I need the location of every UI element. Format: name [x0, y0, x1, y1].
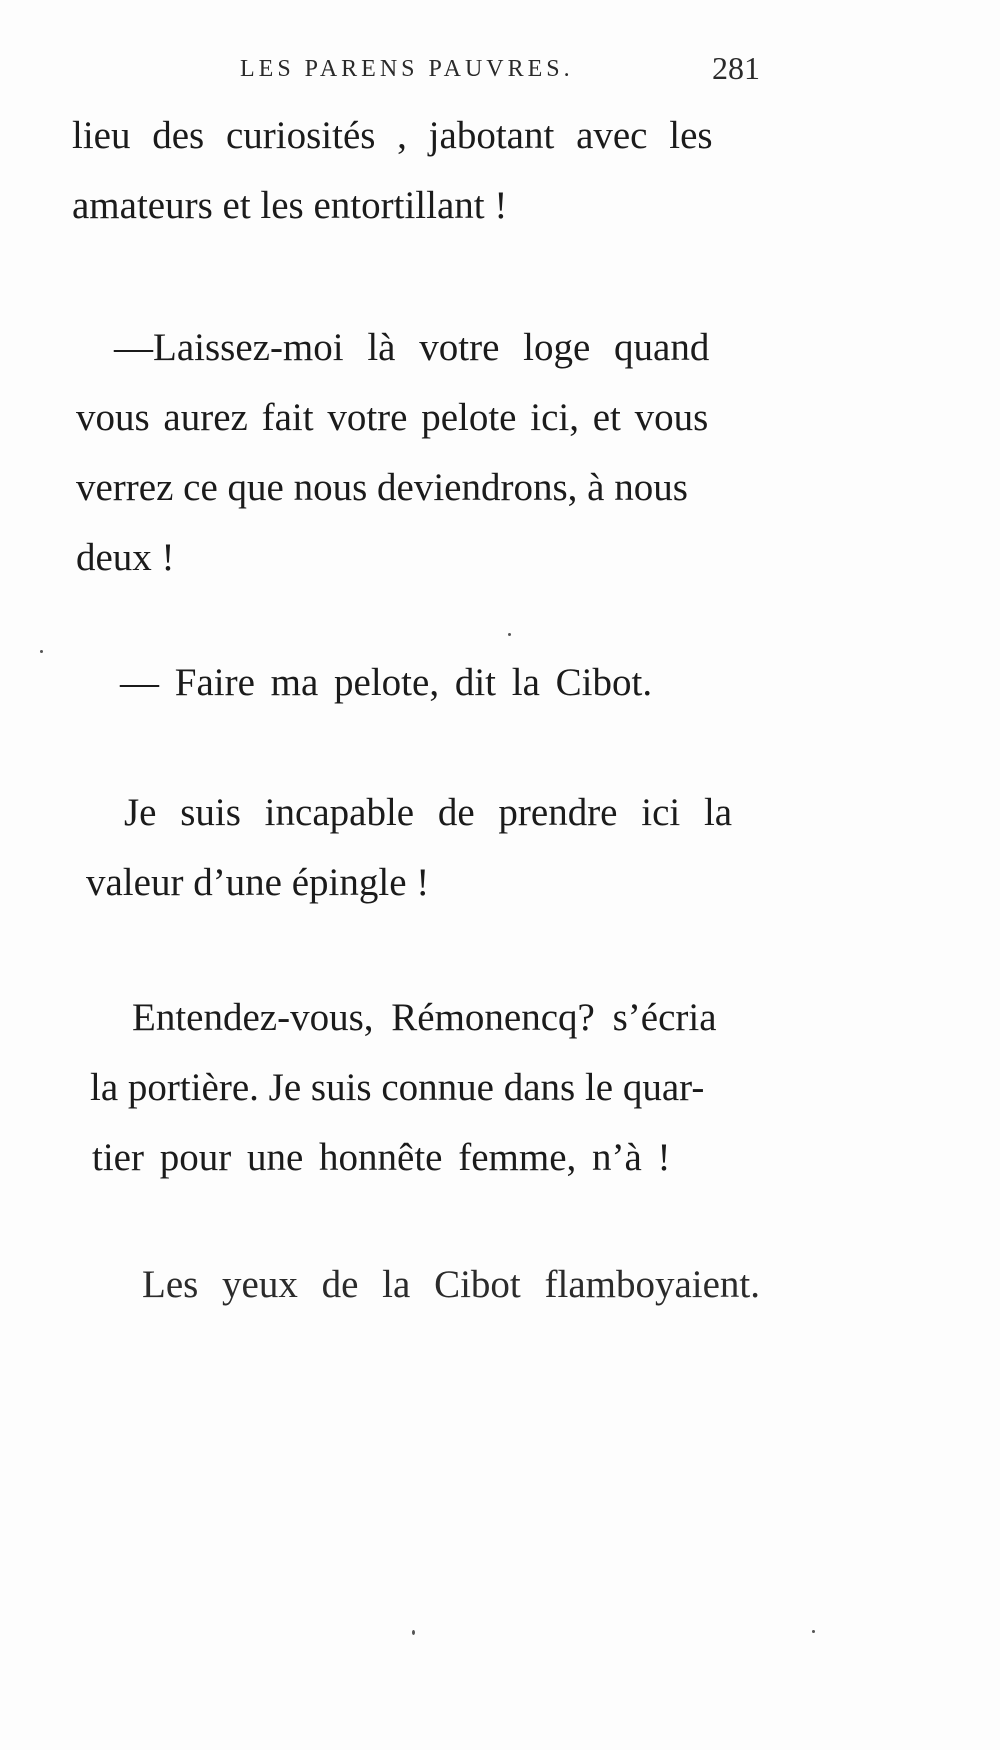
running-title: LES PARENS PAUVRES. — [240, 56, 574, 82]
page-number: 281 — [712, 50, 760, 86]
text-line: la portière. Je suis connue dans le quar- — [90, 1066, 705, 1109]
text-line: amateurs et les entortillant ! — [72, 184, 508, 227]
text-line: Les yeux de la Cibot flamboyaient. — [142, 1263, 761, 1306]
text-line: vous aurez fait votre pelote ici, et vous — [76, 396, 709, 439]
running-head — [240, 50, 760, 90]
text-line: verrez ce que nous deviendrons, à nous — [76, 466, 688, 509]
text-line: Je suis incapable de prendre ici la — [124, 791, 733, 834]
paper-speck — [412, 1630, 415, 1635]
paper-speck — [508, 633, 511, 636]
paper-speck — [812, 1630, 815, 1633]
text-line: — Faire ma pelote, dit la Cibot. — [120, 661, 653, 704]
text-line: Entendez-vous, Rémonencq? s’écria — [132, 996, 717, 1039]
text-line: deux ! — [76, 536, 175, 579]
text-line: valeur d’une épingle ! — [86, 861, 430, 904]
text-line: lieu des curiosités , jabotant avec les — [72, 114, 713, 157]
paper-speck — [40, 650, 43, 653]
text-line: —Laissez-moi là votre loge quand — [114, 326, 710, 369]
text-line: tier pour une honnête femme, n’à ! — [92, 1136, 671, 1179]
